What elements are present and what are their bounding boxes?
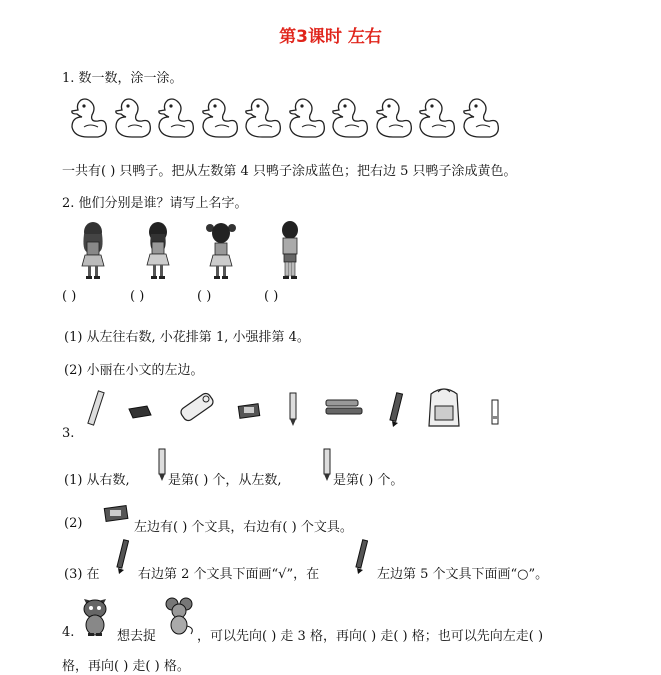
child-figure-3	[204, 220, 238, 282]
name-blank-4[interactable]: ( )	[264, 289, 279, 304]
q2-clue-2: (2) 小丽在小文的左边。	[64, 363, 204, 378]
page-title: 第3课时 左右	[279, 27, 382, 47]
q3-s1-lead: (1) 从右数,	[64, 473, 130, 488]
pen-icon	[354, 539, 368, 575]
q4-text-a: 想去捉	[117, 629, 157, 644]
q3-s3-end: 左边第 5 个文具下面画“○”。	[377, 567, 549, 582]
eraser-icon	[102, 503, 130, 525]
ruler-icon	[86, 390, 106, 426]
name-blank-1[interactable]: ( )	[62, 289, 77, 304]
duck-icon	[242, 95, 284, 139]
q1-prompt: 1. 数一数，涂一涂。	[62, 71, 183, 86]
q3-s3-mid: 右边第 2 个文具下面画“√”，在	[138, 567, 320, 582]
pencil-icon	[322, 448, 332, 482]
duck-icon	[155, 95, 197, 139]
q3-s1-mid: 是第( ) 个，从左数,	[168, 473, 282, 488]
sharpener-icon	[127, 404, 153, 420]
child-figure-2	[143, 220, 173, 282]
duck-icon	[373, 95, 415, 139]
glue-stick-icon	[490, 398, 500, 426]
child-figure-1	[78, 220, 108, 282]
q3-s1-end: 是第( ) 个。	[333, 473, 404, 488]
duck-icon	[286, 95, 328, 139]
q3-s3-lead: (3) 在	[64, 567, 100, 582]
stapler-icon	[324, 397, 364, 419]
q4-text-b: ，可以先向( ) 走 3 格，再向( ) 走( ) 格；也可以先向左走( )	[197, 629, 544, 644]
duck-icon	[329, 95, 371, 139]
duck-icon	[68, 95, 110, 139]
duck-icon	[460, 95, 502, 139]
q2-clue-1: (1) 从左往右数, 小花排第 1, 小强排第 4。	[64, 330, 310, 345]
mouse-icon	[163, 596, 195, 636]
q3-s2-lead: (2)	[64, 516, 83, 531]
q2-prompt: 2. 他们分别是谁？请写上名字。	[62, 196, 248, 211]
name-blank-2[interactable]: ( )	[130, 289, 145, 304]
pen-icon	[388, 392, 404, 428]
pen-icon	[115, 539, 129, 575]
duck-icon	[416, 95, 458, 139]
q3-number: 3.	[62, 426, 75, 441]
pencil-case-icon	[176, 390, 218, 426]
name-blank-3[interactable]: ( )	[197, 289, 212, 304]
q4-number: 4.	[62, 625, 75, 640]
q3-s2-text: 左边有( ) 个文具，右边有( ) 个文具。	[134, 520, 353, 535]
pencil-icon	[157, 448, 167, 482]
duck-icon	[112, 95, 154, 139]
child-figure-4	[277, 220, 303, 282]
eraser-icon	[236, 401, 262, 421]
duck-icon	[199, 95, 241, 139]
cat-icon	[78, 595, 112, 637]
q4-text-c: 格，再向( ) 走( ) 格。	[62, 659, 190, 674]
backpack-icon	[423, 386, 465, 430]
pencil-icon	[287, 391, 299, 427]
q1-text: 一共有( ) 只鸭子。把从左数第 4 只鸭子涂成蓝色；把右边 5 只鸭子涂成黄色。	[62, 164, 517, 179]
